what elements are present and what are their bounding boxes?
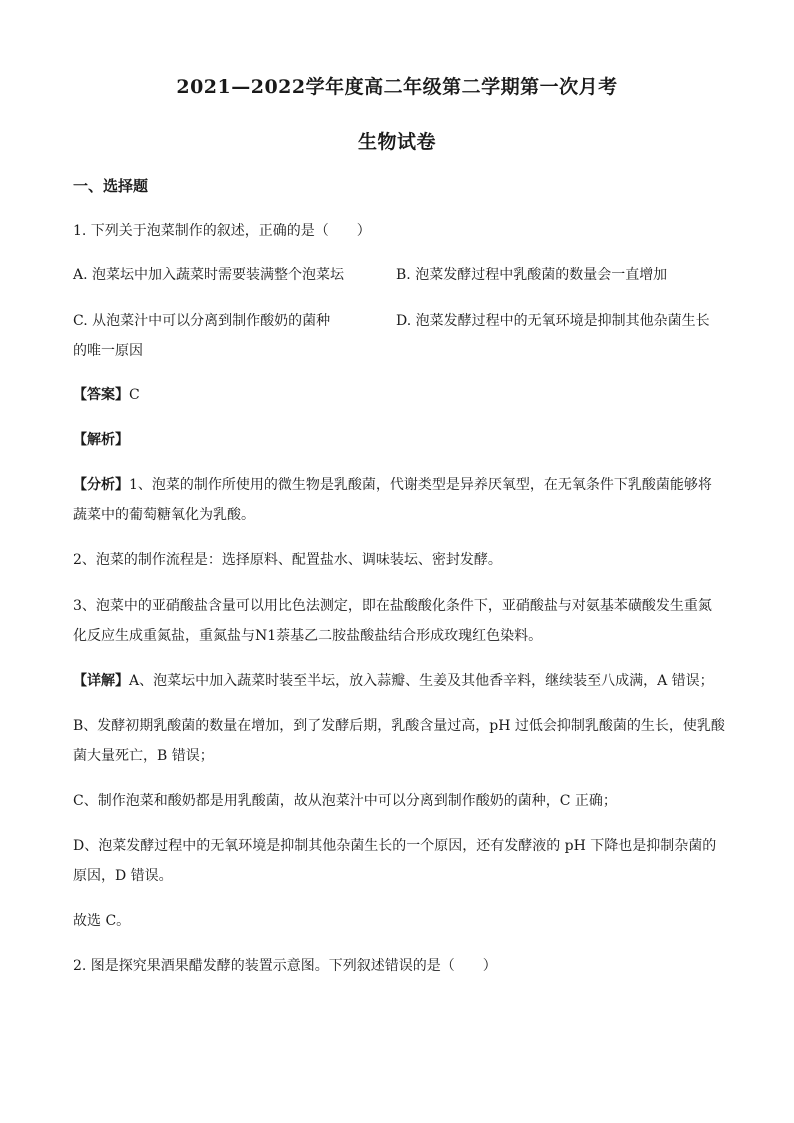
section-heading: 一、选择题 <box>73 177 149 195</box>
xiangjie-tag: 【详解】 <box>73 673 129 689</box>
analysis-tag: 【解析】 <box>73 432 129 448</box>
question-1-stem: 1. 下列关于泡菜制作的叙述，正确的是（ ） <box>73 223 371 239</box>
question-2-stem: 2. 图是探究果酒果醋发酵的装置示意图。下列叙述错误的是（ ） <box>73 958 497 974</box>
answer-tag: 【答案】 <box>73 387 129 403</box>
analysis-point-1-cont: 蔬菜中的葡萄糖氧化为乳酸。 <box>73 507 255 523</box>
question-1-option-c: C. 从泡菜汁中可以分离到制作酸奶的菌种 <box>73 313 331 329</box>
question-1-option-d-cont: 的唯一原因 <box>73 343 143 359</box>
detail-d-cont: 原因，D 错误。 <box>73 868 173 884</box>
answer-value: C <box>129 387 140 403</box>
analysis-point-3-cont: 化反应生成重氮盐，重氮盐与N1萘基乙二胺盐酸盐结合形成玫瑰红色染料。 <box>73 628 543 644</box>
analysis-point-1 <box>73 476 712 494</box>
analysis-point-1-text: 1、泡菜的制作所使用的微生物是乳酸菌，代谢类型是异养厌氧型，在无氧条件下乳酸菌能够将 <box>129 477 712 493</box>
question-1-option-b: B. 泡菜发酵过程中乳酸菌的数量会一直增加 <box>396 267 668 283</box>
detail-b-cont: 菌大量死亡，B 错误； <box>73 748 214 764</box>
answer-line <box>73 386 140 404</box>
exam-title: 2021—2022学年度高二年级第二学期第一次月考 <box>176 76 618 98</box>
question-1-option-d: D. 泡菜发酵过程中的无氧环境是抑制其他杂菌生长 <box>396 313 710 329</box>
question-1-option-a: A. 泡菜坛中加入蔬菜时需要装满整个泡菜坛 <box>73 267 345 283</box>
detail-a-text: A、泡菜坛中加入蔬菜时装至半坛，放入蒜瓣、生姜及其他香辛料，继续装至八成满，A 错误； <box>129 673 714 689</box>
analysis-point-3: 3、泡菜中的亚硝酸盐含量可以用比色法测定，即在盐酸酸化条件下，亚硝酸盐与对氨基苯磺酸发生重氮 <box>73 598 712 614</box>
detail-b: B、发酵初期乳酸菌的数量在增加，到了发酵后期，乳酸含量过高，pH 过低会抑制乳酸菌的生长，使乳酸 <box>73 718 725 734</box>
exam-subtitle: 生物试卷 <box>357 131 436 153</box>
detail-a <box>73 672 714 690</box>
detail-d: D、泡菜发酵过程中的无氧环境是抑制其他杂菌生长的一个原因，还有发酵液的 pH 下降也是抑制杂菌的 <box>73 838 717 854</box>
detail-c: C、制作泡菜和酸奶都是用乳酸菌，故从泡菜汁中可以分离到制作酸奶的菌种，C 正确； <box>73 793 617 809</box>
fenxi-tag: 【分析】 <box>73 477 129 493</box>
analysis-point-2: 2、泡菜的制作流程是：选择原料、配置盐水、调味装坛、密封发酵。 <box>73 552 502 568</box>
choose-answer: 故选 C。 <box>73 913 131 929</box>
